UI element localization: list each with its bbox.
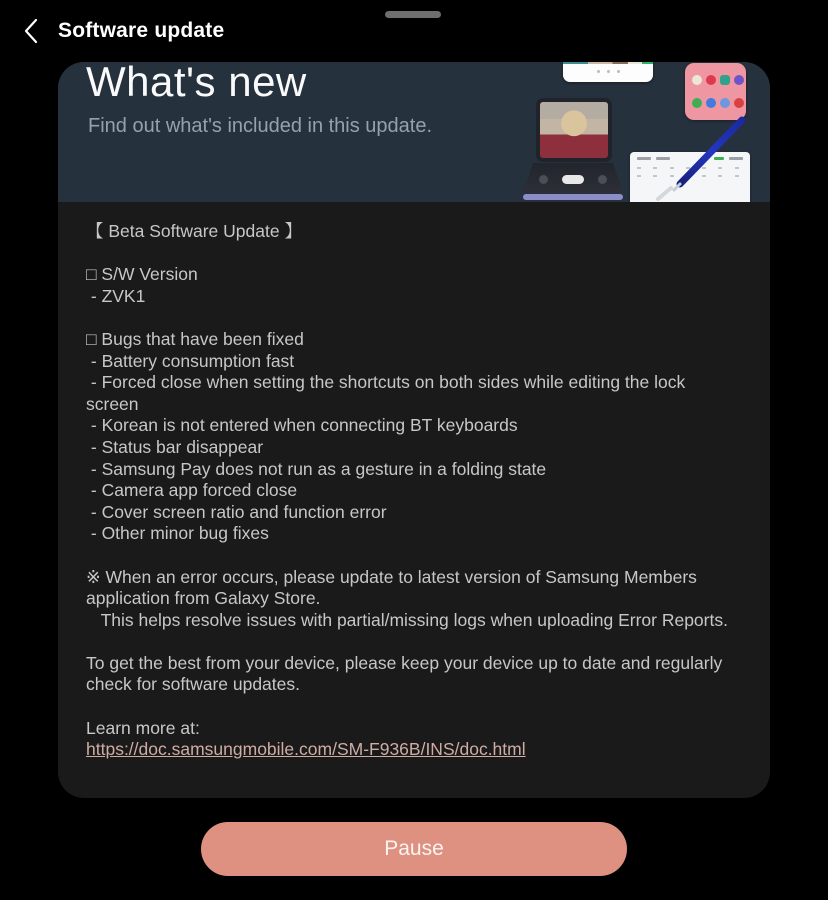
- back-chevron-icon: [21, 17, 43, 45]
- top-app-bar: [0, 0, 828, 62]
- update-note-line: - Korean is not entered when connecting BT keyboards: [86, 415, 518, 436]
- update-note-line: [86, 545, 742, 567]
- update-note-line: [86, 631, 742, 653]
- update-note-line: □ S/W Version: [86, 264, 198, 285]
- update-note-line: [86, 696, 742, 718]
- pause-button[interactable]: Pause: [201, 822, 627, 876]
- update-note-line: - Battery consumption fast: [86, 350, 295, 371]
- whats-new-header: [58, 62, 770, 202]
- update-note-line: [86, 243, 742, 265]
- selfie-photo: [540, 102, 608, 158]
- page-title: Software update: [58, 19, 225, 42]
- calendar-image: [630, 152, 750, 202]
- update-note-line: □ Bugs that have been fixed: [86, 328, 304, 349]
- update-note-line: - Cover screen ratio and function error: [86, 501, 387, 522]
- app-icon-grid-image: [685, 63, 746, 120]
- update-note-line: - ZVK1: [86, 285, 146, 306]
- update-note-line: - Forced close when setting the shortcuts on both sides while editing the lock screen: [86, 372, 691, 414]
- update-note-line: Learn more at:: [86, 717, 200, 738]
- update-note-line: - Status bar disappear: [86, 436, 264, 457]
- update-note-line: - Camera app forced close: [86, 480, 298, 501]
- update-note-line: ※ When an error occurs, please update to latest version of Samsung Members application from Galaxy Store.: [86, 566, 702, 609]
- flip-phone-image: [523, 98, 623, 202]
- back-button[interactable]: [10, 9, 54, 53]
- update-notes[interactable]: [58, 202, 770, 761]
- video-call-strip-image: [563, 62, 653, 82]
- update-note-line: 【 Beta Software Update 】: [86, 221, 302, 241]
- whats-new-subtitle: Find out what's included in this update.: [88, 115, 433, 137]
- learn-more-link[interactable]: https://doc.samsungmobile.com/SM-F936B/INS/doc.html: [86, 739, 526, 760]
- update-note-line: - Samsung Pay does not run as a gesture in a folding state: [86, 458, 547, 479]
- update-note-line: To get the best from your device, please keep your device up to date and regularly check for software updates.: [86, 652, 728, 695]
- whats-new-title: What's new: [86, 62, 307, 105]
- update-note-line: [86, 307, 742, 329]
- update-notes-lines: [86, 221, 742, 739]
- update-note-line: - Other minor bug fixes: [86, 523, 269, 544]
- whats-new-card: [58, 62, 770, 798]
- update-note-line: This helps resolve issues with partial/missing logs when uploading Error Reports.: [86, 609, 728, 630]
